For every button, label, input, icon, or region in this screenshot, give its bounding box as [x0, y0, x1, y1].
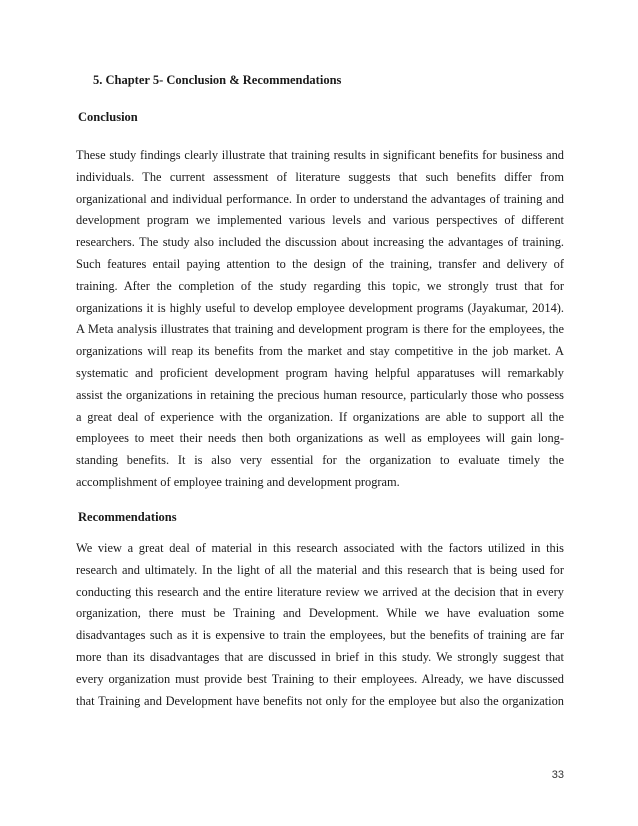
- conclusion-paragraph: [76, 145, 564, 494]
- paragraph-line: researchers. The study also included the discussion about increasing the advantages of training.: [76, 235, 564, 250]
- paragraph-line: assist the organizations in retaining the precious human resource, particularly those who possess: [76, 387, 564, 402]
- chapter-title: 5. Chapter 5- Conclusion & Recommendations: [93, 73, 342, 87]
- recommendations-paragraph: [76, 538, 564, 712]
- paragraph-line: We view a great deal of material in this research associated with the factors utilized in this: [76, 541, 564, 555]
- paragraph-line: training. After the completion of the study regarding this topic, we strongly trust that for: [76, 278, 564, 293]
- conclusion-heading: Conclusion: [78, 110, 138, 124]
- paragraph-line: more than its disadvantages that are discussed in brief in this study. We strongly suggest that: [76, 649, 564, 664]
- paragraph-line: standing benefits. It is also very essential for the organization to evaluate timely the: [76, 453, 564, 468]
- paragraph-line: Such features entail paying attention to the design of the training, transfer and delivery of: [76, 256, 564, 271]
- recommendations-heading: Recommendations: [78, 510, 177, 524]
- paragraph-line: accomplishment of employee training and development program.: [76, 474, 400, 489]
- paragraph-line: organization, there must be Training and Development. While we have evaluation some: [76, 606, 564, 621]
- paragraph-line: conducting this research and the entire literature review we arrived at the decision that in every: [76, 584, 564, 599]
- paragraph-line: systematic and proficient development program having helpful apparatuses will remarkably: [76, 365, 564, 380]
- paragraph-line: that Training and Development have benefits not only for the employee but also the organization: [76, 693, 564, 708]
- paragraph-line: research and ultimately. In the light of all the material and this research that is being used for: [76, 562, 564, 577]
- page-number: 33: [551, 769, 564, 781]
- paragraph-line: These study findings clearly illustrate that training results in significant benefits for business and: [76, 148, 564, 162]
- paragraph-line: organizational and individual performance. In order to understand the advantages of training and: [76, 191, 564, 206]
- paragraph-line: disadvantages such as it is expensive to train the employees, but the benefits of training are far: [76, 628, 564, 643]
- paragraph-line: organizations will reap its benefits from the market and stay competitive in the job market. A: [76, 344, 564, 359]
- paragraph-line: development program we implemented various levels and various perspectives of different: [76, 213, 564, 228]
- paragraph-line: individuals. The current assessment of literature suggests that such benefits differ from: [76, 169, 564, 184]
- paragraph-line: organizations it is highly useful to develop employee development programs (Jayakumar, 2014).: [76, 300, 564, 315]
- paragraph-line: every organization must provide best Training to their employees. Already, we have discussed: [76, 671, 564, 686]
- paragraph-line: A Meta analysis illustrates that training and development program is there for the employees, the: [76, 322, 564, 337]
- paragraph-line: a great deal of experience with the organization. If organizations are able to support all the: [76, 409, 564, 424]
- paragraph-line: employees to meet their needs then both organizations as well as employees will gain long-: [76, 431, 564, 446]
